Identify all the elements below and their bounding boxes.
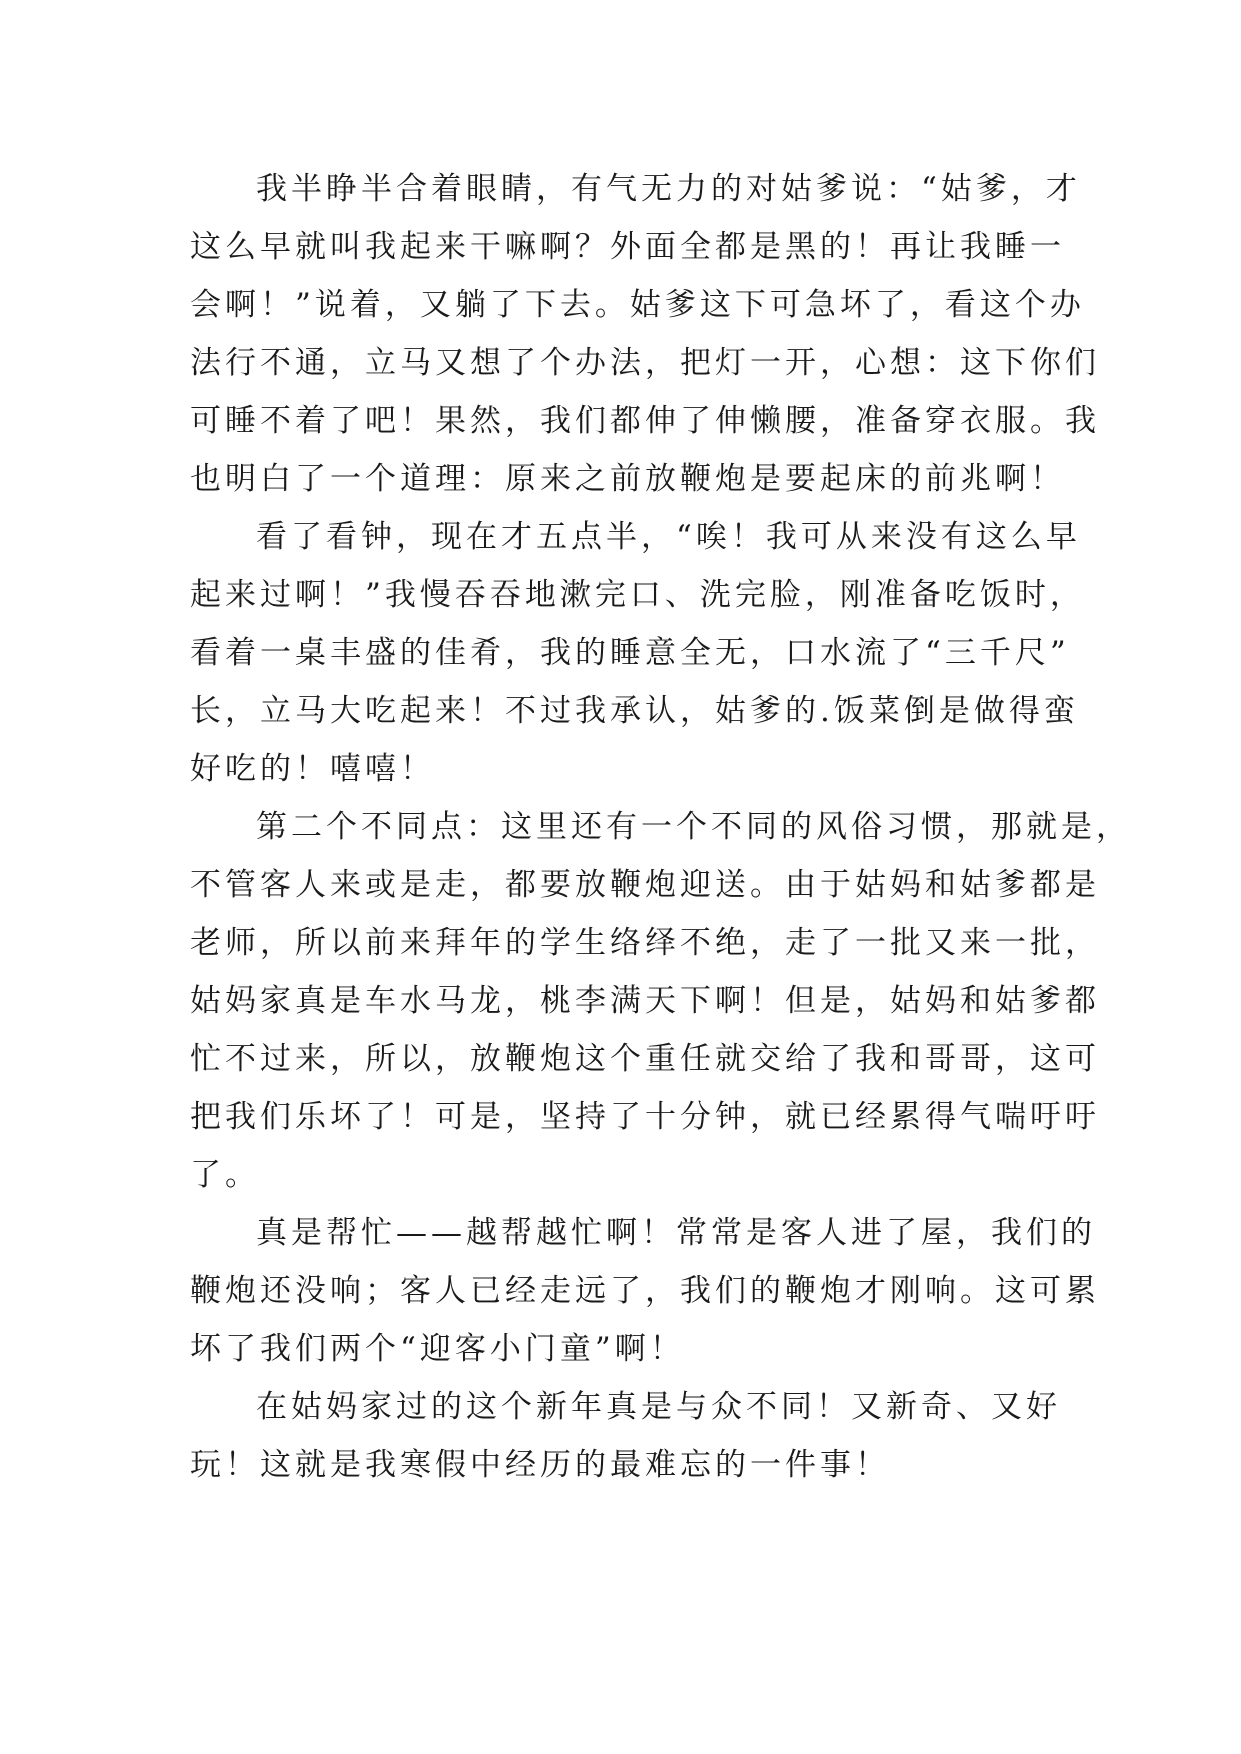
paragraph-line: 好吃的！嘻嘻！ (190, 751, 435, 787)
paragraph-line: 也明白了一个道理：原来之前放鞭炮是要起床的前兆啊！ (190, 461, 1065, 497)
paragraph-2 (190, 508, 1085, 798)
paragraph-line: 姑妈家真是车水马龙，桃李满天下啊！但是，姑妈和姑爹都 (190, 983, 1100, 1019)
paragraph-line: 起来过啊！”我慢吞吞地漱完口、洗完脸，刚准备吃饭时， (190, 577, 1085, 613)
paragraph-line: 这么早就叫我起来干嘛啊？外面全都是黑的！再让我睡一 (190, 229, 1065, 265)
article-body (190, 160, 1131, 1494)
paragraph-5 (190, 1378, 1070, 1494)
paragraph-line: 第二个不同点：这里还有一个不同的风俗习惯，那就是， (256, 809, 1131, 845)
paragraph-line: 忙不过来，所以，放鞭炮这个重任就交给了我和哥哥，这可 (190, 1041, 1100, 1077)
paragraph-line: 在姑妈家过的这个新年真是与众不同！又新奇、又好 (256, 1389, 1061, 1425)
paragraph-3 (190, 798, 1131, 1204)
paragraph-line: 法行不通，立马又想了个办法，把灯一开，心想：这下你们 (190, 345, 1100, 381)
paragraph-line: 不管客人来或是走，都要放鞭炮迎送。由于姑妈和姑爹都是 (190, 867, 1100, 903)
paragraph-4 (190, 1204, 1100, 1378)
paragraph-line: 真是帮忙——越帮越忙啊！常常是客人进了屋，我们的 (256, 1215, 1096, 1251)
paragraph-line: 了。 (190, 1157, 260, 1193)
paragraph-1 (190, 160, 1100, 508)
paragraph-line: 老师，所以前来拜年的学生络绎不绝，走了一批又来一批， (190, 925, 1100, 961)
paragraph-line: 玩！这就是我寒假中经历的最难忘的一件事！ (190, 1447, 890, 1483)
paragraph-line: 看了看钟，现在才五点半，“唉！我可从来没有这么早 (256, 519, 1081, 555)
paragraph-line: 我半睁半合着眼睛，有气无力的对姑爹说：“姑爹，才 (256, 171, 1081, 207)
paragraph-line: 把我们乐坏了！可是，坚持了十分钟，就已经累得气喘吁吁 (190, 1099, 1100, 1135)
paragraph-line: 长，立马大吃起来！不过我承认，姑爹的.饭菜倒是做得蛮 (190, 693, 1079, 729)
paragraph-line: 会啊！”说着，又躺了下去。姑爹这下可急坏了，看这个办 (190, 287, 1085, 323)
paragraph-line: 可睡不着了吧！果然，我们都伸了伸懒腰，准备穿衣服。我 (190, 403, 1100, 439)
paragraph-line: 鞭炮还没响；客人已经走远了，我们的鞭炮才刚响。这可累 (190, 1273, 1100, 1309)
paragraph-line: 看着一桌丰盛的佳肴，我的睡意全无，口水流了“三千尺” (190, 635, 1070, 671)
paragraph-line: 坏了我们两个“迎客小门童”啊！ (190, 1331, 685, 1367)
